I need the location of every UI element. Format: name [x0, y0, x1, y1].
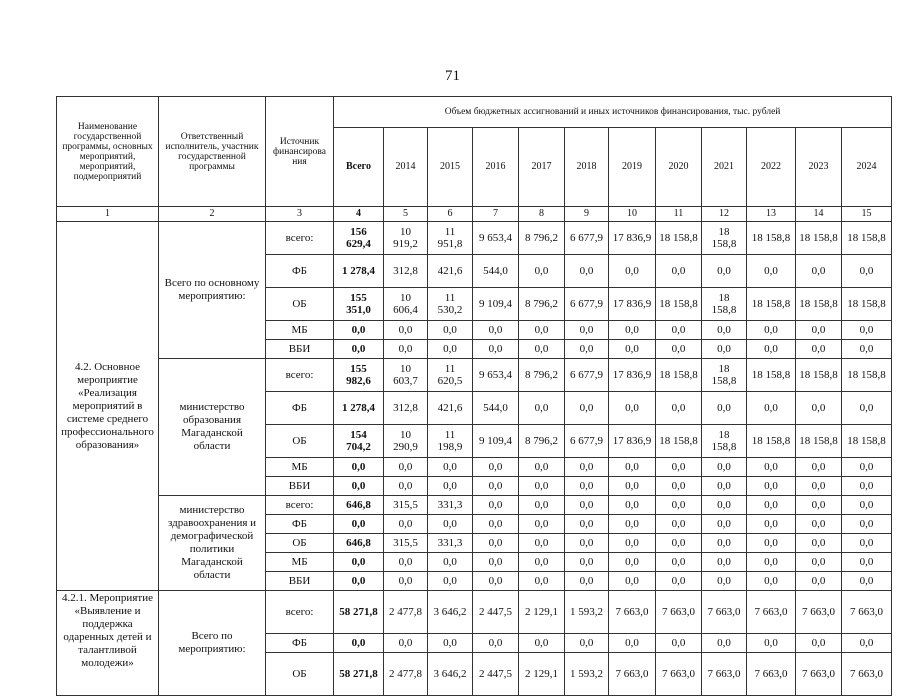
- year-value: 331,3: [428, 496, 473, 515]
- funding-source: ФБ: [266, 515, 334, 534]
- year-value: 0,0: [473, 321, 519, 340]
- executor-name: Всего по мероприятию:: [159, 591, 266, 696]
- header-year: 2016: [473, 128, 519, 207]
- year-value: 0,0: [842, 572, 892, 591]
- year-value: 0,0: [702, 534, 747, 553]
- column-number: 6: [428, 207, 473, 222]
- header-year: 2024: [842, 128, 892, 207]
- funding-source: МБ: [266, 553, 334, 572]
- year-value: 9 653,4: [473, 359, 519, 392]
- year-value: 0,0: [796, 496, 842, 515]
- year-value: 18 158,8: [702, 425, 747, 458]
- year-value: 0,0: [747, 515, 796, 534]
- year-value: 7 663,0: [702, 653, 747, 696]
- year-value: 0,0: [609, 515, 656, 534]
- year-value: 2 477,8: [384, 591, 428, 634]
- year-value: 0,0: [747, 458, 796, 477]
- year-value: 0,0: [384, 458, 428, 477]
- year-value: 0,0: [656, 496, 702, 515]
- year-value: 0,0: [428, 515, 473, 534]
- year-value: 0,0: [609, 458, 656, 477]
- year-value: 0,0: [519, 340, 565, 359]
- year-value: 0,0: [842, 496, 892, 515]
- year-value: 6 677,9: [565, 425, 609, 458]
- year-value: 315,5: [384, 534, 428, 553]
- year-value: 0,0: [473, 534, 519, 553]
- year-value: 0,0: [747, 321, 796, 340]
- column-number: 11: [656, 207, 702, 222]
- year-value: 0,0: [702, 392, 747, 425]
- year-value: 18 158,8: [656, 359, 702, 392]
- table-row: [57, 359, 892, 392]
- year-value: 0,0: [384, 572, 428, 591]
- year-value: 18 158,8: [656, 425, 702, 458]
- year-value: 18 158,8: [747, 359, 796, 392]
- year-value: 0,0: [428, 572, 473, 591]
- year-value: 7 663,0: [747, 653, 796, 696]
- year-value: 0,0: [473, 553, 519, 572]
- year-value: 0,0: [796, 321, 842, 340]
- year-value: 0,0: [565, 477, 609, 496]
- funding-source: ВБИ: [266, 477, 334, 496]
- year-value: 312,8: [384, 255, 428, 288]
- year-value: 0,0: [747, 534, 796, 553]
- year-value: 18 158,8: [796, 288, 842, 321]
- total-value: 0,0: [334, 634, 384, 653]
- year-value: 7 663,0: [842, 653, 892, 696]
- year-value: 7 663,0: [747, 591, 796, 634]
- year-value: 18 158,8: [702, 359, 747, 392]
- year-value: 0,0: [747, 553, 796, 572]
- funding-source: ФБ: [266, 255, 334, 288]
- year-value: 0,0: [428, 477, 473, 496]
- year-value: 1 593,2: [565, 591, 609, 634]
- year-value: 0,0: [842, 255, 892, 288]
- year-value: 0,0: [702, 515, 747, 534]
- year-value: 18 158,8: [747, 288, 796, 321]
- year-value: 10 919,2: [384, 222, 428, 255]
- year-value: 0,0: [702, 477, 747, 496]
- column-number: 9: [565, 207, 609, 222]
- year-value: 0,0: [702, 458, 747, 477]
- year-value: 315,5: [384, 496, 428, 515]
- year-value: 2 477,8: [384, 653, 428, 696]
- year-value: 0,0: [702, 496, 747, 515]
- year-value: 0,0: [796, 255, 842, 288]
- year-value: 0,0: [656, 392, 702, 425]
- year-value: 544,0: [473, 392, 519, 425]
- year-value: 312,8: [384, 392, 428, 425]
- header-year: 2018: [565, 128, 609, 207]
- column-number: 14: [796, 207, 842, 222]
- year-value: 7 663,0: [656, 653, 702, 696]
- column-number: 1: [57, 207, 159, 222]
- year-value: 0,0: [519, 255, 565, 288]
- executor-name: министерство образования Магаданской области: [159, 359, 266, 496]
- year-value: 6 677,9: [565, 359, 609, 392]
- funding-source: всего:: [266, 496, 334, 515]
- year-value: 0,0: [842, 321, 892, 340]
- header-year: 2017: [519, 128, 565, 207]
- funding-source: ФБ: [266, 392, 334, 425]
- year-value: 0,0: [842, 458, 892, 477]
- year-value: 10 290,9: [384, 425, 428, 458]
- year-value: 0,0: [519, 515, 565, 534]
- header-year: 2021: [702, 128, 747, 207]
- year-value: 0,0: [384, 634, 428, 653]
- year-value: 7 663,0: [842, 591, 892, 634]
- budget-table: [56, 96, 892, 696]
- total-value: 0,0: [334, 515, 384, 534]
- year-value: 0,0: [384, 321, 428, 340]
- year-value: 0,0: [384, 340, 428, 359]
- year-value: 11 198,9: [428, 425, 473, 458]
- year-value: 0,0: [609, 572, 656, 591]
- year-value: 0,0: [609, 553, 656, 572]
- year-value: 0,0: [473, 340, 519, 359]
- year-value: 6 677,9: [565, 288, 609, 321]
- year-value: 0,0: [747, 572, 796, 591]
- year-value: 17 836,9: [609, 288, 656, 321]
- year-value: 0,0: [796, 534, 842, 553]
- year-value: 0,0: [702, 634, 747, 653]
- year-value: 0,0: [796, 458, 842, 477]
- header-year: 2019: [609, 128, 656, 207]
- total-value: 156 629,4: [334, 222, 384, 255]
- year-value: 18 158,8: [796, 425, 842, 458]
- year-value: 0,0: [842, 392, 892, 425]
- year-value: 18 158,8: [842, 425, 892, 458]
- year-value: 18 158,8: [747, 222, 796, 255]
- year-value: 0,0: [473, 515, 519, 534]
- year-value: 0,0: [796, 572, 842, 591]
- year-value: 0,0: [747, 340, 796, 359]
- year-value: 0,0: [473, 458, 519, 477]
- column-number: 12: [702, 207, 747, 222]
- year-value: 0,0: [609, 321, 656, 340]
- funding-source: ВБИ: [266, 340, 334, 359]
- column-number: 3: [266, 207, 334, 222]
- year-value: 0,0: [747, 496, 796, 515]
- year-value: 0,0: [842, 534, 892, 553]
- column-number: 10: [609, 207, 656, 222]
- year-value: 17 836,9: [609, 222, 656, 255]
- year-value: 0,0: [702, 321, 747, 340]
- year-value: 18 158,8: [702, 288, 747, 321]
- year-value: 0,0: [428, 321, 473, 340]
- year-value: 18 158,8: [842, 288, 892, 321]
- year-value: 0,0: [473, 477, 519, 496]
- year-value: 0,0: [747, 255, 796, 288]
- year-value: 0,0: [609, 534, 656, 553]
- year-value: 0,0: [702, 340, 747, 359]
- year-value: 0,0: [428, 458, 473, 477]
- year-value: 3 646,2: [428, 591, 473, 634]
- total-value: 0,0: [334, 458, 384, 477]
- year-value: 18 158,8: [796, 222, 842, 255]
- year-value: 0,0: [519, 634, 565, 653]
- year-value: 0,0: [519, 496, 565, 515]
- year-value: 0,0: [747, 634, 796, 653]
- year-value: 7 663,0: [609, 653, 656, 696]
- year-value: 0,0: [519, 534, 565, 553]
- year-value: 0,0: [747, 392, 796, 425]
- year-value: 0,0: [656, 477, 702, 496]
- year-value: 0,0: [702, 255, 747, 288]
- total-value: 1 278,4: [334, 392, 384, 425]
- executor-name: министерство здравоохранения и демографической политики Магаданской области: [159, 496, 266, 591]
- year-value: 0,0: [384, 553, 428, 572]
- year-value: 18 158,8: [842, 359, 892, 392]
- year-value: 0,0: [796, 477, 842, 496]
- year-value: 2 129,1: [519, 653, 565, 696]
- year-value: 8 796,2: [519, 425, 565, 458]
- year-value: 0,0: [842, 477, 892, 496]
- year-value: 0,0: [609, 496, 656, 515]
- year-value: 0,0: [656, 340, 702, 359]
- year-value: 11 530,2: [428, 288, 473, 321]
- year-value: 9 109,4: [473, 288, 519, 321]
- year-value: 0,0: [428, 553, 473, 572]
- funding-source: ВБИ: [266, 572, 334, 591]
- year-value: 0,0: [842, 340, 892, 359]
- year-value: 0,0: [796, 392, 842, 425]
- year-value: 544,0: [473, 255, 519, 288]
- year-value: 18 158,8: [702, 222, 747, 255]
- year-value: 0,0: [428, 634, 473, 653]
- year-value: 0,0: [565, 392, 609, 425]
- year-value: 17 836,9: [609, 425, 656, 458]
- header-source: Источник финансирова ния: [266, 97, 334, 207]
- year-value: 0,0: [519, 477, 565, 496]
- total-value: 0,0: [334, 321, 384, 340]
- header-year: 2014: [384, 128, 428, 207]
- column-number: 13: [747, 207, 796, 222]
- funding-source: МБ: [266, 321, 334, 340]
- year-value: 0,0: [519, 392, 565, 425]
- year-value: 0,0: [656, 634, 702, 653]
- year-value: 0,0: [796, 634, 842, 653]
- total-value: 646,8: [334, 534, 384, 553]
- header-executor: Ответственный исполнитель, участник государственной программы: [159, 97, 266, 207]
- column-number: 4: [334, 207, 384, 222]
- year-value: 0,0: [519, 553, 565, 572]
- year-value: 0,0: [842, 515, 892, 534]
- year-value: 7 663,0: [796, 591, 842, 634]
- year-value: 17 836,9: [609, 359, 656, 392]
- year-value: 9 653,4: [473, 222, 519, 255]
- year-value: 18 158,8: [656, 222, 702, 255]
- measure-name: 4.2. Основное мероприятие «Реализация мероприятий в системе среднего профессионального образования»: [57, 222, 159, 591]
- year-value: 3 646,2: [428, 653, 473, 696]
- column-number: 5: [384, 207, 428, 222]
- year-value: 0,0: [565, 458, 609, 477]
- year-value: 0,0: [656, 458, 702, 477]
- year-value: 0,0: [702, 572, 747, 591]
- executor-name: Всего по основному мероприятию:: [159, 222, 266, 359]
- year-value: 2 447,5: [473, 653, 519, 696]
- header-name: Наименование государственной программы, основных мероприятий, мероприятий, подмероприятий: [57, 97, 159, 207]
- year-value: 0,0: [842, 634, 892, 653]
- year-value: 0,0: [747, 477, 796, 496]
- year-value: 0,0: [519, 572, 565, 591]
- year-value: 0,0: [796, 515, 842, 534]
- year-value: 7 663,0: [702, 591, 747, 634]
- total-value: 155 351,0: [334, 288, 384, 321]
- year-value: 18 158,8: [796, 359, 842, 392]
- year-value: 0,0: [609, 392, 656, 425]
- year-value: 0,0: [656, 515, 702, 534]
- year-value: 8 796,2: [519, 288, 565, 321]
- total-value: 1 278,4: [334, 255, 384, 288]
- year-value: 2 129,1: [519, 591, 565, 634]
- funding-source: ОБ: [266, 653, 334, 696]
- year-value: 0,0: [565, 255, 609, 288]
- total-value: 154 704,2: [334, 425, 384, 458]
- total-value: 0,0: [334, 553, 384, 572]
- year-value: 0,0: [796, 340, 842, 359]
- funding-source: всего:: [266, 359, 334, 392]
- funding-source: всего:: [266, 591, 334, 634]
- year-value: 0,0: [609, 477, 656, 496]
- year-value: 421,6: [428, 392, 473, 425]
- year-value: 0,0: [565, 634, 609, 653]
- year-value: 2 447,5: [473, 591, 519, 634]
- year-value: 0,0: [609, 634, 656, 653]
- year-value: 7 663,0: [609, 591, 656, 634]
- header-year: 2020: [656, 128, 702, 207]
- year-value: 0,0: [473, 634, 519, 653]
- year-value: 0,0: [656, 255, 702, 288]
- header-year: Всего: [334, 128, 384, 207]
- year-value: 0,0: [519, 458, 565, 477]
- table-row: [57, 222, 892, 255]
- year-value: 0,0: [609, 340, 656, 359]
- total-value: 646,8: [334, 496, 384, 515]
- year-value: 18 158,8: [747, 425, 796, 458]
- year-value: 0,0: [656, 321, 702, 340]
- year-value: 0,0: [473, 572, 519, 591]
- year-value: 0,0: [656, 572, 702, 591]
- year-value: 0,0: [609, 255, 656, 288]
- total-value: 58 271,8: [334, 591, 384, 634]
- table-row: [57, 496, 892, 515]
- total-value: 155 982,6: [334, 359, 384, 392]
- year-value: 9 109,4: [473, 425, 519, 458]
- year-value: 10 606,4: [384, 288, 428, 321]
- column-number: 15: [842, 207, 892, 222]
- funding-source: ОБ: [266, 425, 334, 458]
- year-value: 11 620,5: [428, 359, 473, 392]
- funding-source: ФБ: [266, 634, 334, 653]
- year-value: 0,0: [565, 534, 609, 553]
- year-value: 331,3: [428, 534, 473, 553]
- funding-source: всего:: [266, 222, 334, 255]
- total-value: 58 271,8: [334, 653, 384, 696]
- year-value: 1 593,2: [565, 653, 609, 696]
- year-value: 0,0: [519, 321, 565, 340]
- total-value: 0,0: [334, 477, 384, 496]
- year-value: 11 951,8: [428, 222, 473, 255]
- year-value: 0,0: [384, 477, 428, 496]
- year-value: 0,0: [565, 572, 609, 591]
- year-value: 10 603,7: [384, 359, 428, 392]
- table-row: [57, 591, 892, 634]
- year-value: 18 158,8: [842, 222, 892, 255]
- year-value: 0,0: [796, 553, 842, 572]
- year-value: 0,0: [384, 515, 428, 534]
- year-value: 421,6: [428, 255, 473, 288]
- year-value: 18 158,8: [656, 288, 702, 321]
- year-value: 0,0: [565, 553, 609, 572]
- column-number: 7: [473, 207, 519, 222]
- header-year: 2023: [796, 128, 842, 207]
- year-value: 0,0: [656, 553, 702, 572]
- year-value: 0,0: [473, 496, 519, 515]
- header-budget-title: Объем бюджетных ассигнований и иных источников финансирования, тыс. рублей: [334, 97, 892, 128]
- year-value: 7 663,0: [796, 653, 842, 696]
- measure-name: 4.2.1. Мероприятие «Выявление и поддержка одаренных детей и талантливой молодежи»: [57, 591, 159, 696]
- year-value: 0,0: [842, 553, 892, 572]
- year-value: 0,0: [565, 321, 609, 340]
- year-value: 8 796,2: [519, 222, 565, 255]
- year-value: 6 677,9: [565, 222, 609, 255]
- total-value: 0,0: [334, 572, 384, 591]
- funding-source: МБ: [266, 458, 334, 477]
- year-value: 7 663,0: [656, 591, 702, 634]
- header-year: 2022: [747, 128, 796, 207]
- funding-source: ОБ: [266, 288, 334, 321]
- total-value: 0,0: [334, 340, 384, 359]
- header-year: 2015: [428, 128, 473, 207]
- year-value: 0,0: [565, 340, 609, 359]
- funding-source: ОБ: [266, 534, 334, 553]
- year-value: 0,0: [702, 553, 747, 572]
- year-value: 0,0: [565, 515, 609, 534]
- page-number: 71: [445, 68, 460, 84]
- column-number: 2: [159, 207, 266, 222]
- year-value: 8 796,2: [519, 359, 565, 392]
- year-value: 0,0: [656, 534, 702, 553]
- column-number: 8: [519, 207, 565, 222]
- year-value: 0,0: [428, 340, 473, 359]
- year-value: 0,0: [565, 496, 609, 515]
